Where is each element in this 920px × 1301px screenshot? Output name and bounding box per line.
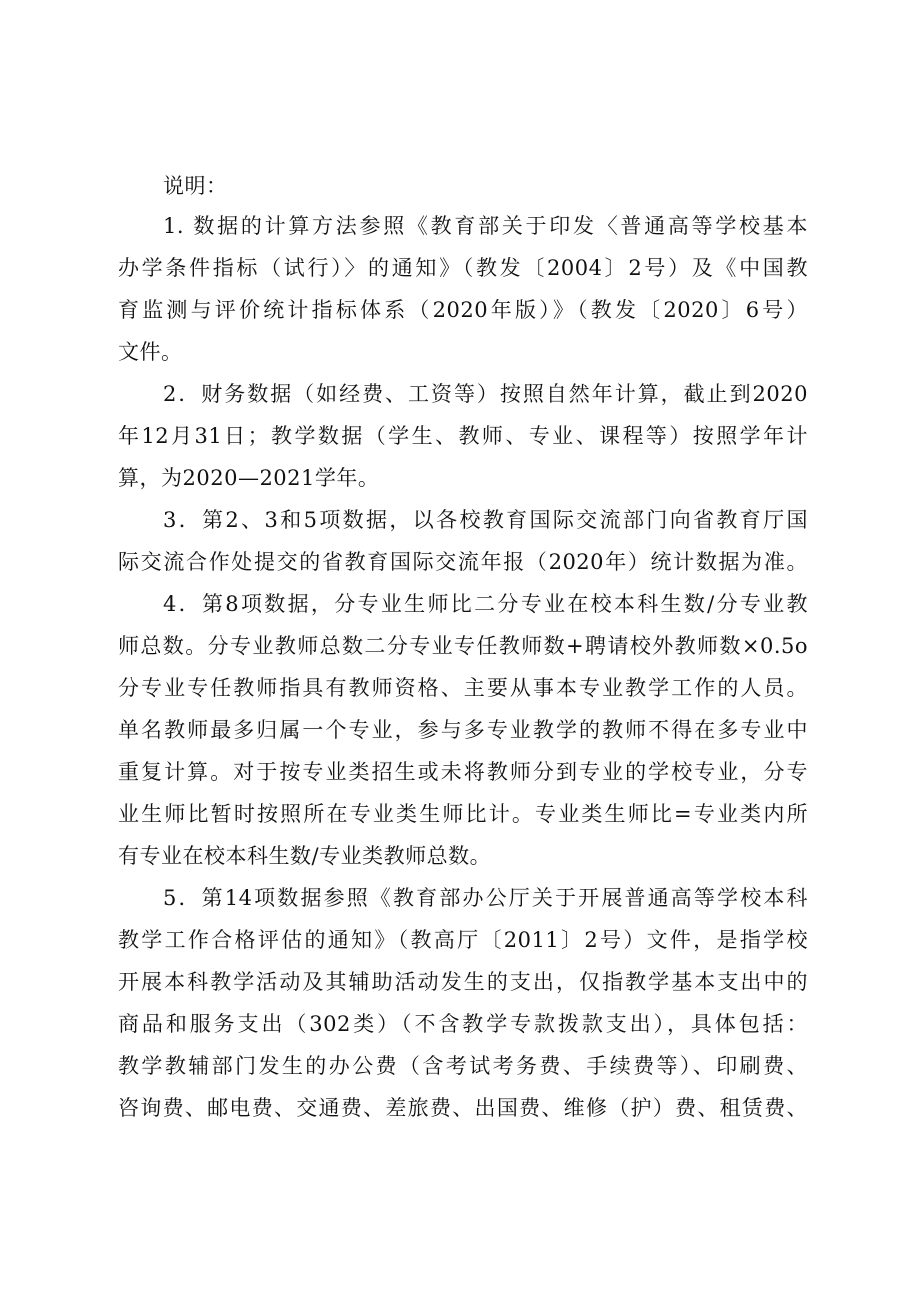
text-line: 育监测与评价统计指标体系（2020年版）》（教发〔2020〕6号） xyxy=(118,298,808,322)
text-line: 商品和服务支出（302类）（不含教学专款拨款支出），具体包括： xyxy=(118,1012,808,1036)
section-heading: 说明： xyxy=(163,174,228,198)
text-line: 际交流合作处提交的省教育国际交流年报（2020年）统计数据为准。 xyxy=(118,550,808,574)
text-line: 单名教师最多归属一个专业，参与多专业教学的教师不得在多专业中 xyxy=(118,718,808,742)
text-line: 5．第14项数据参照《教育部办公厅关于开展普通高等学校本科 xyxy=(163,886,808,910)
text-line: 教学工作合格评估的通知》（教高厅〔2011〕2号）文件，是指学校 xyxy=(118,928,808,952)
text-line: 办学条件指标（试行）〉的通知》（教发〔2004〕2号）及《中国教 xyxy=(118,256,808,280)
text-line: 3．第2、3和5项数据，以各校教育国际交流部门向省教育厅国 xyxy=(163,508,808,532)
text-line: 分专业专任教师指具有教师资格、主要从事本专业教学工作的人员。 xyxy=(118,676,808,700)
text-line: 重复计算。对于按专业类招生或未将教师分到专业的学校专业，分专 xyxy=(118,760,808,784)
text-line: 开展本科教学活动及其辅助活动发生的支出，仅指教学基本支出中的 xyxy=(118,970,808,994)
text-line: 业生师比暂时按照所在专业类生师比计。专业类生师比=专业类内所 xyxy=(118,802,808,826)
text-line: 文件。 xyxy=(118,340,183,364)
text-line: 有专业在校本科生数/专业类教师总数。 xyxy=(118,844,492,868)
text-line: 4．第8项数据，分专业生师比二分专业在校本科生数/分专业教 xyxy=(163,592,808,616)
text-line: 教学教辅部门发生的办公费（含考试考务费、手续费等）、印刷费、 xyxy=(118,1054,808,1078)
text-line: 1. 数据的计算方法参照《教育部关于印发〈普通高等学校基本 xyxy=(163,214,808,238)
text-line: 年12月31日；教学数据（学生、教师、专业、课程等）按照学年计 xyxy=(118,424,808,448)
text-line: 算，为2020—2021学年。 xyxy=(118,466,380,490)
text-line: 2．财务数据（如经费、工资等）按照自然年计算，截止到2020 xyxy=(163,382,808,406)
text-line: 咨询费、邮电费、交通费、差旅费、出国费、维修（护）费、租赁费、 xyxy=(118,1096,808,1120)
text-line: 师总数。分专业教师总数二分专业专任教师数+聘请校外教师数×0.5o xyxy=(118,634,808,658)
